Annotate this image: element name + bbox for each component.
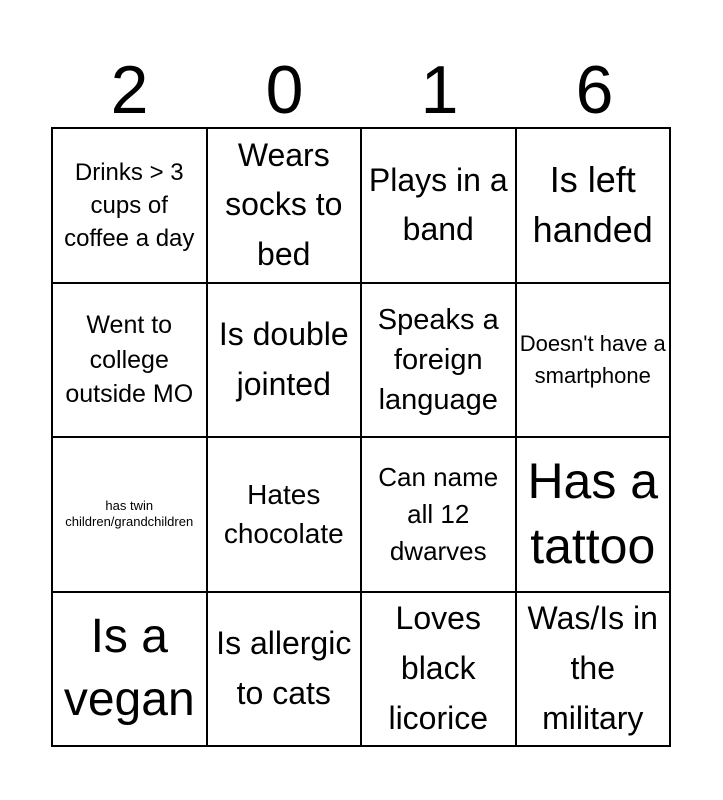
header-digit-4: 6 <box>575 52 614 128</box>
cell-label: Hates chocolate <box>223 478 344 550</box>
bingo-cell-r2c3[interactable] <box>361 283 516 438</box>
bingo-header <box>52 52 672 128</box>
bingo-cell-r2c4[interactable] <box>516 283 671 438</box>
cell-label: Is double jointed <box>218 316 349 402</box>
bingo-cell-r1c3[interactable] <box>361 128 516 283</box>
cell-label: Went to college outside MO <box>65 311 194 408</box>
cell-label: Is allergic to cats <box>216 625 352 711</box>
cell-label: Speaks a foreign language <box>377 303 499 416</box>
cell-label: Wears socks to bed <box>225 136 343 273</box>
header-digit-1: 2 <box>110 52 149 128</box>
cell-label: Doesn't have a smartphone <box>519 330 666 388</box>
header-digit-2: 0 <box>265 52 304 128</box>
bingo-cell-r4c2[interactable] <box>207 592 362 747</box>
bingo-cell-r4c4[interactable] <box>516 592 671 747</box>
cell-label: Is a vegan <box>63 610 195 726</box>
cell-label: Drinks > 3 cups of coffee a day <box>64 158 195 252</box>
cell-label: Has a tattoo <box>527 453 659 575</box>
bingo-cell-r3c3[interactable] <box>361 437 516 592</box>
bingo-cell-r2c1[interactable] <box>52 283 207 438</box>
bingo-cell-r1c2[interactable] <box>207 128 362 283</box>
bingo-board <box>51 127 671 747</box>
cell-label: Plays in a band <box>368 161 508 248</box>
bingo-cell-r4c3[interactable] <box>361 592 516 747</box>
cell-label: Loves black licorice <box>388 600 489 736</box>
bingo-cell-r4c1[interactable] <box>52 592 207 747</box>
bingo-cell-r3c4[interactable] <box>516 437 671 592</box>
bingo-cell-r1c4[interactable] <box>516 128 671 283</box>
bingo-cell-r3c1[interactable] <box>52 437 207 592</box>
bingo-cell-r1c1[interactable] <box>52 128 207 283</box>
header-digit-3: 1 <box>420 52 459 128</box>
bingo-cell-r3c2[interactable] <box>207 437 362 592</box>
cell-label: Can name all 12 dwarves <box>378 461 499 566</box>
cell-label: has twin children/grandchildren <box>65 498 194 530</box>
bingo-cell-r2c2[interactable] <box>207 283 362 438</box>
cell-label: Is left handed <box>532 158 653 251</box>
cell-label: Was/Is in the military <box>527 600 658 736</box>
